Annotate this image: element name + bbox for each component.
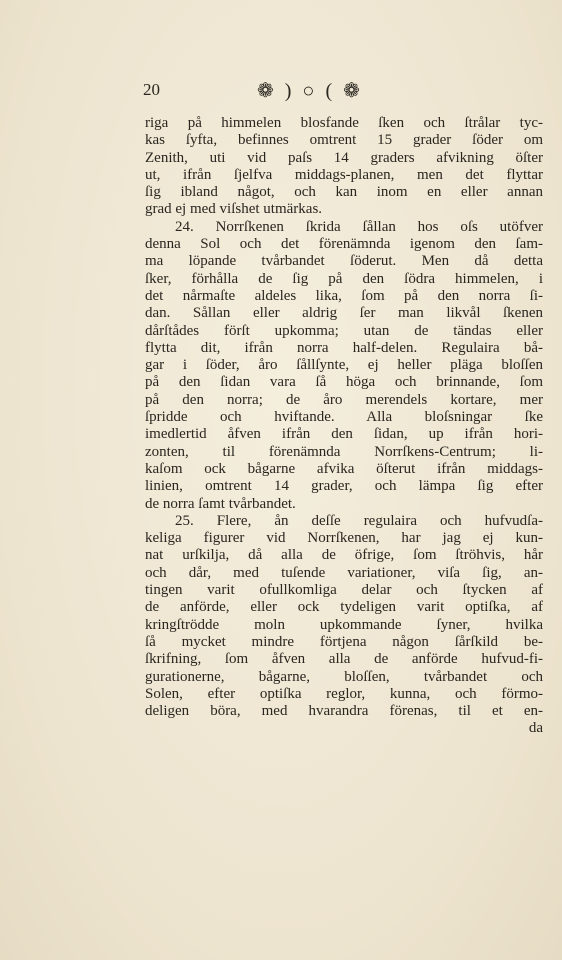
text-line: linien, omtrent 14 grader, och lämpa ſig efter — [145, 478, 543, 495]
text-line: dan. Sållan eller aldrig ſer man likvål ſkenen — [145, 305, 543, 322]
text-line: ut, ifrån ſjelfva middags-planen, men det flyttar — [145, 166, 543, 183]
text-line: 25. Flere, ån deſſe regulaira och hufvudſa- — [175, 512, 543, 529]
text-line: riga på himmelen blosfande ſken och ſtrålar tyc- — [145, 115, 543, 131]
text-line: kringſtrödde moln upkommande ſyner, hvilka — [145, 616, 543, 633]
page-number: 20 — [143, 80, 160, 99]
text-line: och dår, med tuſende variationer, viſa ſig, an- — [145, 564, 543, 581]
text-line: ſå mycket mindre förtjena någon ſårſkild be- — [145, 633, 543, 650]
text-line: gurationerne, bågarne, bloſſen, tvårbandet och — [145, 668, 543, 685]
text-line: de norra ſamt tvårbandet. — [145, 495, 296, 512]
text-line: denna Sol och det förenämnda igenom den ſam- — [145, 236, 543, 253]
text-line: det nårmaſte aldeles lika, ſom på den norra ſi- — [145, 287, 543, 304]
page-header — [143, 80, 553, 106]
text-line: da — [528, 720, 543, 737]
text-line: de anförde, eller ock tydeligen varit optiſka, af — [145, 599, 543, 616]
text-line: ſig ibland något, och kan inom en eller annan — [145, 184, 543, 201]
text-line: ſkrifning, ſom åfven alla de anförde hufvud-fi- — [145, 651, 543, 668]
text-line: tingen varit ofullkomliga delar och ſtycken af — [145, 582, 543, 599]
text-line: ſker, förhålla de ſig på den ſödra himmelen, i — [145, 270, 543, 287]
text-line: kas ſyfta, befinnes omtrent 15 grader ſöder om — [145, 132, 543, 149]
text-line: gar i ſöder, åro ſållſynte, ej heller pläga bloſſen — [145, 357, 543, 374]
text-line: nat urſkilja, då alla de öfrige, ſom ſtröhvis, hår — [145, 547, 543, 564]
text-line: ma löpande tvårbandet ſöderut. Men då detta — [145, 253, 543, 270]
text-line: imedlertid åfven ifrån den ſidan, up ifrån hori- — [145, 426, 543, 443]
text-line: flytta dit, ifrån norra half-delen. Regulaira bå- — [145, 339, 543, 356]
text-line: deligen böra, med hvarandra förenas, til et en- — [145, 703, 543, 720]
text-line: kaſom ock bågarne afvika öſterut ifrån middags- — [145, 460, 543, 477]
text-line: på den norra; de åro merendels kortare, mer — [145, 391, 543, 408]
text-line: grad ej med viſshet utmärkas. — [145, 201, 323, 218]
text-line: på den ſidan vara ſå höga och brinnande, ſom — [145, 374, 543, 391]
text-line: Zenith, uti vid paſs 14 graders afvikning öſter — [145, 149, 543, 166]
text-line: Solen, efter optiſka reglor, kunna, och förmo- — [145, 685, 543, 702]
text-line: keliga figurer vid Norrſkenen, har jag ej kun- — [145, 530, 543, 547]
printer-ornament: ❁ ) ○ ( ❁ — [257, 80, 363, 102]
text-line: 24. Norrſkenen ſkrida ſållan hos oſs utöfver — [175, 218, 543, 235]
body-text — [145, 115, 543, 738]
text-line: ſpridde och hviftande. Alla bloſsningar ſke — [145, 409, 543, 426]
text-line: dårſtådes förſt upkomma; utan de tändas eller — [145, 322, 543, 339]
text-line: zonten, til förenämnda Norrſkens-Centrum; li- — [145, 443, 543, 460]
